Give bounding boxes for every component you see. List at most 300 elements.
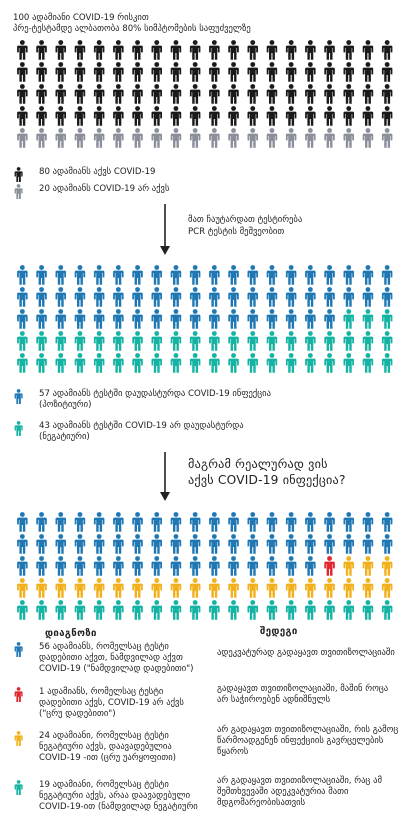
person-icon: [267, 265, 278, 285]
person-icon: [113, 534, 124, 554]
person-icon: [132, 62, 143, 82]
person-icon: [75, 40, 86, 60]
person-icon: [15, 780, 23, 795]
person-icon: [363, 106, 374, 126]
person-icon: [248, 331, 259, 351]
person-icon: [56, 578, 67, 598]
person-icon: [286, 106, 297, 126]
person-icon: [152, 40, 163, 60]
person-icon: [267, 600, 278, 620]
person-icon: [267, 556, 278, 576]
person-icon: [324, 84, 335, 104]
person-icon: [15, 389, 23, 404]
arrow-down-icon: [159, 204, 171, 256]
person-icon: [13, 421, 27, 437]
person-icon: [209, 128, 220, 148]
person-icon: [94, 128, 105, 148]
people-icon-grid: [13, 40, 397, 150]
person-icon: [152, 287, 163, 307]
question-line-2: აქვს COVID-19 ინფექცია?: [188, 473, 346, 487]
person-icon: [382, 556, 393, 576]
person-icon: [228, 309, 239, 329]
person-icon: [94, 600, 105, 620]
person-icon: [209, 40, 220, 60]
person-icon: [113, 106, 124, 126]
row-true-positive: [13, 642, 199, 675]
person-icon: [305, 106, 316, 126]
person-icon: [171, 309, 182, 329]
person-icon: [228, 106, 239, 126]
person-icon: [324, 512, 335, 532]
person-icon: [305, 534, 316, 554]
person-icon: [36, 265, 46, 285]
population-grid-test: [13, 265, 397, 375]
person-icon: [132, 600, 143, 620]
person-icon: [113, 556, 124, 576]
person-icon: [17, 331, 28, 351]
person-icon: [228, 578, 239, 598]
person-icon: [228, 40, 239, 60]
person-icon: [75, 353, 86, 373]
person-icon: [152, 84, 163, 104]
person-icon: [171, 128, 182, 148]
person-icon: [190, 287, 201, 307]
person-icon: [228, 556, 239, 576]
person-icon: [13, 167, 27, 183]
person-icon: [94, 287, 105, 307]
diagnosis-true-positive: 56 ადამიანს, რომელსაც ტესტი დადებითი აქვთ, ნამდვილად აქვთ COVID-19 ("ნამდვილად დადებითი"): [39, 642, 194, 674]
person-icon: [152, 309, 163, 329]
person-icon: [286, 578, 297, 598]
person-icon: [94, 106, 105, 126]
person-icon: [36, 309, 46, 329]
person-icon: [17, 84, 28, 104]
person-icon: [94, 578, 105, 598]
person-icon: [36, 353, 46, 373]
person-icon: [267, 84, 278, 104]
person-icon: [344, 578, 355, 598]
person-icon: [363, 512, 374, 532]
person-icon: [363, 265, 374, 285]
person-icon: [209, 287, 220, 307]
person-icon: [17, 578, 28, 598]
result-true-negative: არ გადაყავთ თვითიზოლაციაში, რაც ამ შემთხვევაში ადეკვატურია მათი მდგომარეობისათვის: [217, 776, 382, 808]
person-icon: [94, 512, 105, 532]
person-icon: [190, 353, 201, 373]
person-icon: [75, 512, 86, 532]
person-icon: [382, 128, 393, 148]
row-false-positive: [13, 687, 199, 720]
person-icon: [228, 62, 239, 82]
person-icon: [286, 353, 297, 373]
person-icon: [190, 106, 201, 126]
person-icon: [132, 265, 143, 285]
person-icon: [36, 578, 46, 598]
person-icon: [75, 309, 86, 329]
person-icon: [382, 84, 393, 104]
people-icon-grid: [13, 512, 397, 622]
person-icon: [15, 731, 23, 746]
person-icon: [267, 534, 278, 554]
person-icon: [382, 62, 393, 82]
person-icon: [17, 106, 28, 126]
person-icon: [209, 106, 220, 126]
person-icon: [132, 128, 143, 148]
person-icon: [209, 600, 220, 620]
person-icon: [94, 62, 105, 82]
person-icon: [344, 353, 355, 373]
person-icon: [190, 556, 201, 576]
person-icon: [152, 534, 163, 554]
person-icon: [382, 353, 393, 373]
person-icon: [171, 62, 182, 82]
person-icon: [132, 578, 143, 598]
person-icon: [363, 309, 374, 329]
person-icon: [152, 106, 163, 126]
person-icon: [17, 534, 28, 554]
person-icon: [344, 534, 355, 554]
person-icon: [56, 353, 67, 373]
person-icon: [267, 106, 278, 126]
person-icon: [363, 556, 374, 576]
person-icon: [75, 600, 86, 620]
person-icon: [75, 534, 86, 554]
person-icon: [267, 62, 278, 82]
person-icon: [286, 84, 297, 104]
person-icon: [190, 512, 201, 532]
person-icon: [344, 600, 355, 620]
person-icon: [132, 106, 143, 126]
diagnosis-false-positive: 1 ადამიანს, რომელსაც ტესტი დადებითი აქვს, COVID-19 არ აქვს ("ცრუ დადებითი"): [39, 687, 184, 719]
person-icon: [152, 353, 163, 373]
person-icon: [17, 512, 28, 532]
person-icon: [363, 128, 374, 148]
person-icon: [152, 600, 163, 620]
person-icon: [17, 40, 28, 60]
person-icon: [248, 106, 259, 126]
person-icon: [132, 556, 143, 576]
person-icon: [132, 353, 143, 373]
person-icon: [56, 106, 67, 126]
person-icon: [228, 512, 239, 532]
intro-line-2: პრე-ტესტამდე ალბათობა 80% სიმპტომების საფუძველზე: [13, 24, 251, 34]
person-icon: [228, 287, 239, 307]
person-icon: [228, 265, 239, 285]
person-icon: [132, 84, 143, 104]
person-icon: [94, 353, 105, 373]
person-icon: [248, 556, 259, 576]
person-icon: [171, 534, 182, 554]
result-false-positive: გადაყავთ თვითიზოლაციაში, მაშინ როცა არ საჭიროებენ ადნიშნულს: [217, 684, 389, 705]
person-icon: [363, 534, 374, 554]
person-icon: [36, 600, 46, 620]
person-icon: [171, 578, 182, 598]
diagnosis-header: დიაგნოზი: [45, 628, 97, 639]
person-icon: [152, 128, 163, 148]
person-icon: [267, 40, 278, 60]
person-icon: [94, 84, 105, 104]
person-icon: [36, 287, 46, 307]
person-icon: [305, 512, 316, 532]
person-icon: [56, 534, 67, 554]
person-icon: [248, 265, 259, 285]
person-icon: [363, 600, 374, 620]
person-icon: [344, 106, 355, 126]
person-icon: [363, 578, 374, 598]
person-icon: [113, 40, 124, 60]
person-icon: [113, 62, 124, 82]
person-icon: [344, 512, 355, 532]
person-icon: [56, 331, 67, 351]
person-icon: [113, 84, 124, 104]
person-icon: [171, 106, 182, 126]
person-icon: [382, 600, 393, 620]
person-icon: [152, 331, 163, 351]
person-icon: [13, 389, 27, 405]
person-icon: [17, 556, 28, 576]
person-icon: [305, 353, 316, 373]
result-true-positive: ადეკვატურად გადაყავთ თვითიზოლაციაში: [217, 648, 395, 658]
person-icon: [171, 331, 182, 351]
person-icon: [94, 556, 105, 576]
person-icon: [324, 62, 335, 82]
person-icon: [305, 578, 316, 598]
person-icon: [190, 84, 201, 104]
person-icon: [15, 421, 23, 436]
person-icon: [324, 265, 335, 285]
legend-infected: [13, 167, 299, 183]
person-icon: [305, 128, 316, 148]
person-icon: [113, 128, 124, 148]
person-icon: [56, 556, 67, 576]
person-icon: [382, 331, 393, 351]
person-icon: [190, 534, 201, 554]
person-icon: [209, 578, 220, 598]
person-icon: [190, 600, 201, 620]
person-icon: [363, 40, 374, 60]
person-icon: [209, 331, 220, 351]
person-icon: [267, 287, 278, 307]
person-icon: [15, 184, 23, 199]
person-icon: [113, 309, 124, 329]
person-icon: [94, 40, 105, 60]
step-1-line-2: PCR ტესტის მეშვეობით: [188, 227, 285, 237]
person-icon: [228, 534, 239, 554]
person-icon: [113, 578, 124, 598]
person-icon: [286, 556, 297, 576]
person-icon: [171, 353, 182, 373]
person-icon: [305, 62, 316, 82]
person-icon: [286, 309, 297, 329]
person-icon: [267, 353, 278, 373]
person-icon: [132, 309, 143, 329]
legend-not-infected-label: 20 ადამიანს COVID-19 არ აქვს: [39, 184, 170, 194]
person-icon: [324, 106, 335, 126]
person-icon: [94, 309, 105, 329]
person-icon: [363, 353, 374, 373]
person-icon: [267, 128, 278, 148]
person-icon: [305, 309, 316, 329]
person-icon: [228, 600, 239, 620]
legend-negative: [13, 421, 289, 443]
person-icon: [344, 62, 355, 82]
person-icon: [113, 287, 124, 307]
person-icon: [15, 687, 23, 702]
result-header: შედეგი: [260, 626, 298, 637]
person-icon: [248, 512, 259, 532]
population-grid-reality: [13, 512, 397, 622]
person-icon: [324, 353, 335, 373]
person-icon: [363, 287, 374, 307]
person-icon: [75, 128, 86, 148]
person-icon: [132, 40, 143, 60]
person-icon: [228, 331, 239, 351]
person-icon: [36, 512, 46, 532]
diagnosis-true-negative: 19 ადამიანი, რომელსაც ტესტი ნეგატიური აქვს, არაა დაავადებული COVID-19-ით (ნამდვილად ნეგატიური: [39, 780, 198, 812]
person-icon: [382, 106, 393, 126]
person-icon: [75, 578, 86, 598]
person-icon: [36, 106, 46, 126]
person-icon: [209, 62, 220, 82]
person-icon: [36, 40, 46, 60]
person-icon: [344, 84, 355, 104]
person-icon: [75, 287, 86, 307]
person-icon: [171, 40, 182, 60]
person-icon: [36, 128, 46, 148]
person-icon: [324, 128, 335, 148]
person-icon: [13, 184, 27, 200]
person-icon: [171, 287, 182, 307]
person-icon: [286, 62, 297, 82]
person-icon: [248, 40, 259, 60]
person-icon: [209, 534, 220, 554]
person-icon: [113, 265, 124, 285]
person-icon: [267, 331, 278, 351]
person-icon: [286, 512, 297, 532]
person-icon: [94, 534, 105, 554]
person-icon: [382, 265, 393, 285]
person-icon: [382, 40, 393, 60]
person-icon: [363, 331, 374, 351]
person-icon: [324, 331, 335, 351]
person-icon: [286, 600, 297, 620]
person-icon: [94, 331, 105, 351]
person-icon: [344, 128, 355, 148]
person-icon: [75, 106, 86, 126]
person-icon: [17, 265, 28, 285]
person-icon: [152, 556, 163, 576]
person-icon: [171, 600, 182, 620]
person-icon: [209, 309, 220, 329]
person-icon: [75, 556, 86, 576]
person-icon: [305, 84, 316, 104]
person-icon: [190, 309, 201, 329]
person-icon: [363, 84, 374, 104]
person-icon: [248, 578, 259, 598]
row-false-negative: [13, 731, 199, 764]
person-icon: [152, 265, 163, 285]
person-icon: [75, 84, 86, 104]
person-icon: [209, 512, 220, 532]
person-icon: [324, 287, 335, 307]
person-icon: [113, 353, 124, 373]
person-icon: [305, 600, 316, 620]
person-icon: [190, 265, 201, 285]
person-icon: [382, 287, 393, 307]
person-icon: [113, 331, 124, 351]
person-icon: [171, 265, 182, 285]
person-icon: [209, 265, 220, 285]
person-icon: [344, 331, 355, 351]
person-icon: [267, 512, 278, 532]
person-icon: [267, 578, 278, 598]
result-false-negative: არ გადაყავთ თვითიზოლაციაში, რის გამოც წარმოადგენენ ინფექციის გავრცელების წყაროს: [217, 725, 399, 757]
population-grid-infection: [13, 40, 397, 150]
person-icon: [36, 84, 46, 104]
person-icon: [324, 534, 335, 554]
person-icon: [56, 84, 67, 104]
person-icon: [152, 512, 163, 532]
person-icon: [228, 353, 239, 373]
person-icon: [13, 780, 27, 796]
person-icon: [56, 512, 67, 532]
question-line-1: მაგრამ რეალურად ვის: [188, 457, 328, 471]
person-icon: [190, 331, 201, 351]
person-icon: [56, 40, 67, 60]
person-icon: [248, 600, 259, 620]
person-icon: [56, 287, 67, 307]
person-icon: [36, 534, 46, 554]
person-icon: [305, 265, 316, 285]
person-icon: [344, 265, 355, 285]
intro-line-1: 100 ადამიანი COVID-19 რისკით: [13, 13, 149, 23]
person-icon: [305, 287, 316, 307]
person-icon: [344, 287, 355, 307]
person-icon: [209, 556, 220, 576]
person-icon: [132, 287, 143, 307]
person-icon: [152, 62, 163, 82]
person-icon: [344, 556, 355, 576]
person-icon: [17, 287, 28, 307]
person-icon: [382, 512, 393, 532]
person-icon: [324, 578, 335, 598]
person-icon: [209, 353, 220, 373]
people-icon-grid: [13, 265, 397, 375]
person-icon: [17, 309, 28, 329]
person-icon: [36, 556, 46, 576]
person-icon: [363, 62, 374, 82]
person-icon: [190, 40, 201, 60]
legend-infected-label: 80 ადამიანს აქვს COVID-19: [39, 167, 156, 177]
person-icon: [248, 353, 259, 373]
person-icon: [171, 84, 182, 104]
person-icon: [382, 534, 393, 554]
person-icon: [190, 62, 201, 82]
legend-not-infected: [13, 184, 299, 200]
legend-positive-label: 57 ადამიანს ტესტში დაუდასტურდა COVID-19 ინფექცია (პოზიტიური): [39, 389, 271, 410]
legend-positive: [13, 389, 289, 411]
person-icon: [248, 534, 259, 554]
person-icon: [113, 600, 124, 620]
person-icon: [132, 331, 143, 351]
person-icon: [324, 309, 335, 329]
person-icon: [209, 84, 220, 104]
person-icon: [94, 265, 105, 285]
person-icon: [286, 265, 297, 285]
row-true-negative: [13, 780, 199, 813]
person-icon: [305, 40, 316, 60]
person-icon: [286, 40, 297, 60]
